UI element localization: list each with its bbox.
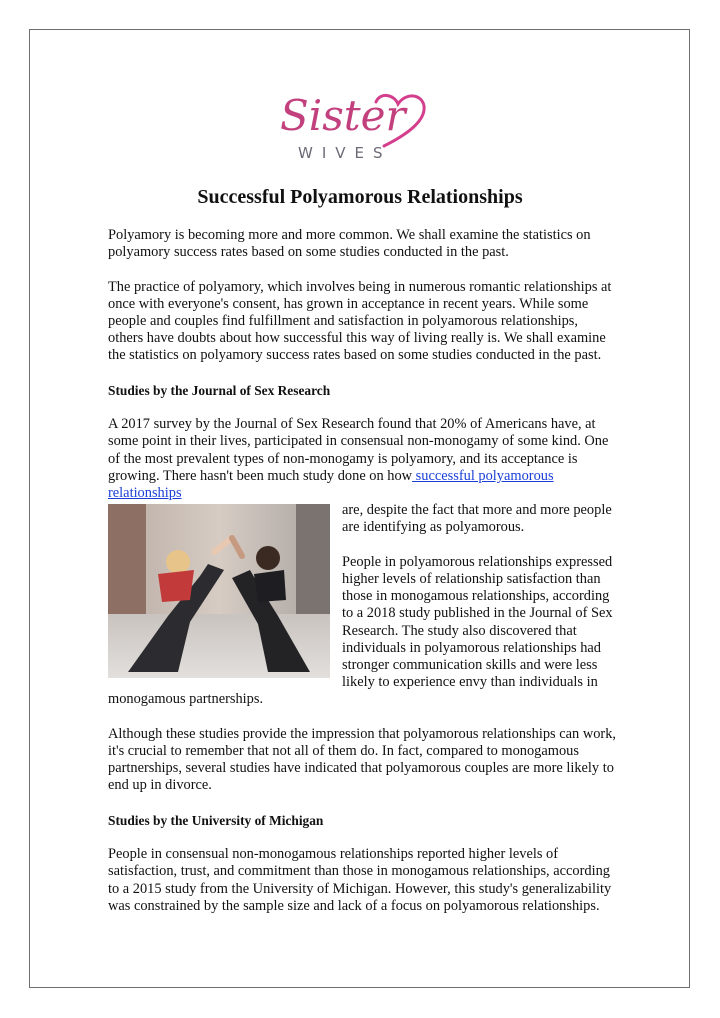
- successful-relationships-link[interactable]: successful polyamorous relationships: [108, 467, 554, 501]
- sister-wives-logo: [276, 84, 436, 164]
- section-heading-michigan: Studies by the University of Michigan: [108, 812, 324, 828]
- practice-paragraph: The practice of polyamory, which involves being in numerous romantic relationships at once with everyone's consent, has grown in acceptance in recent years. While some people and couples find fulfillment and satisfaction in polyamorous relationships, others have doubts about how successful this way of living really is. We shall examine the statistics on polyamory success rates based on some studies conducted in the past.: [108, 278, 612, 364]
- satisfaction-paragraph: People in polyamorous relationships expressed higher levels of relationship satisfaction than those in monogamous relationships, according to a 2018 study published in the Journal of Sex Research. The study also discovered that individuals in polyamorous relationships had stronger communication skills and were less likely to experience envy than individuals in monogamous partnerships.: [108, 553, 613, 708]
- survey-paragraph: [108, 416, 616, 502]
- section-heading-journal: Studies by the Journal of Sex Research: [108, 382, 331, 398]
- survey-continued: are, despite the fact that more and more people are identifying as polyamorous.: [342, 502, 612, 536]
- caution-paragraph: Although these studies provide the impression that polyamorous relationships can work, it's crucial to remember that not all of them do. In fact, compared to monogamous partnerships, several studies have indicated that polyamorous couples are more likely to end up in divorce.: [108, 725, 616, 794]
- survey-text: A 2017 survey by the Journal of Sex Research found that 20% of Americans have, at some point in their lives, participated in consensual non-monogamy of some kind. One of the most prevalent types of non-monogamy is polyamory, and its acceptance is growing. There hasn't been much study done on how: [108, 416, 609, 484]
- intro-paragraph: Polyamory is becoming more and more common. We shall examine the statistics on polyamory success rates based on some studies conducted in the past.: [108, 227, 591, 261]
- article-body: [108, 227, 616, 932]
- michigan-paragraph: People in consensual non-monogamous relationships reported higher levels of satisfaction, trust, and commitment than those in monogamous relationships, according to a 2015 study from the University of Michigan. However, this study's generalizability was constrained by the sample size and lack of a focus on polyamorous relationships.: [108, 846, 612, 914]
- workout-photo: [108, 504, 330, 678]
- logo-script-text: Sister: [280, 91, 406, 140]
- logo-wives-text: WIVES: [298, 144, 392, 162]
- page-title: Successful Polyamorous Relationships: [197, 186, 523, 208]
